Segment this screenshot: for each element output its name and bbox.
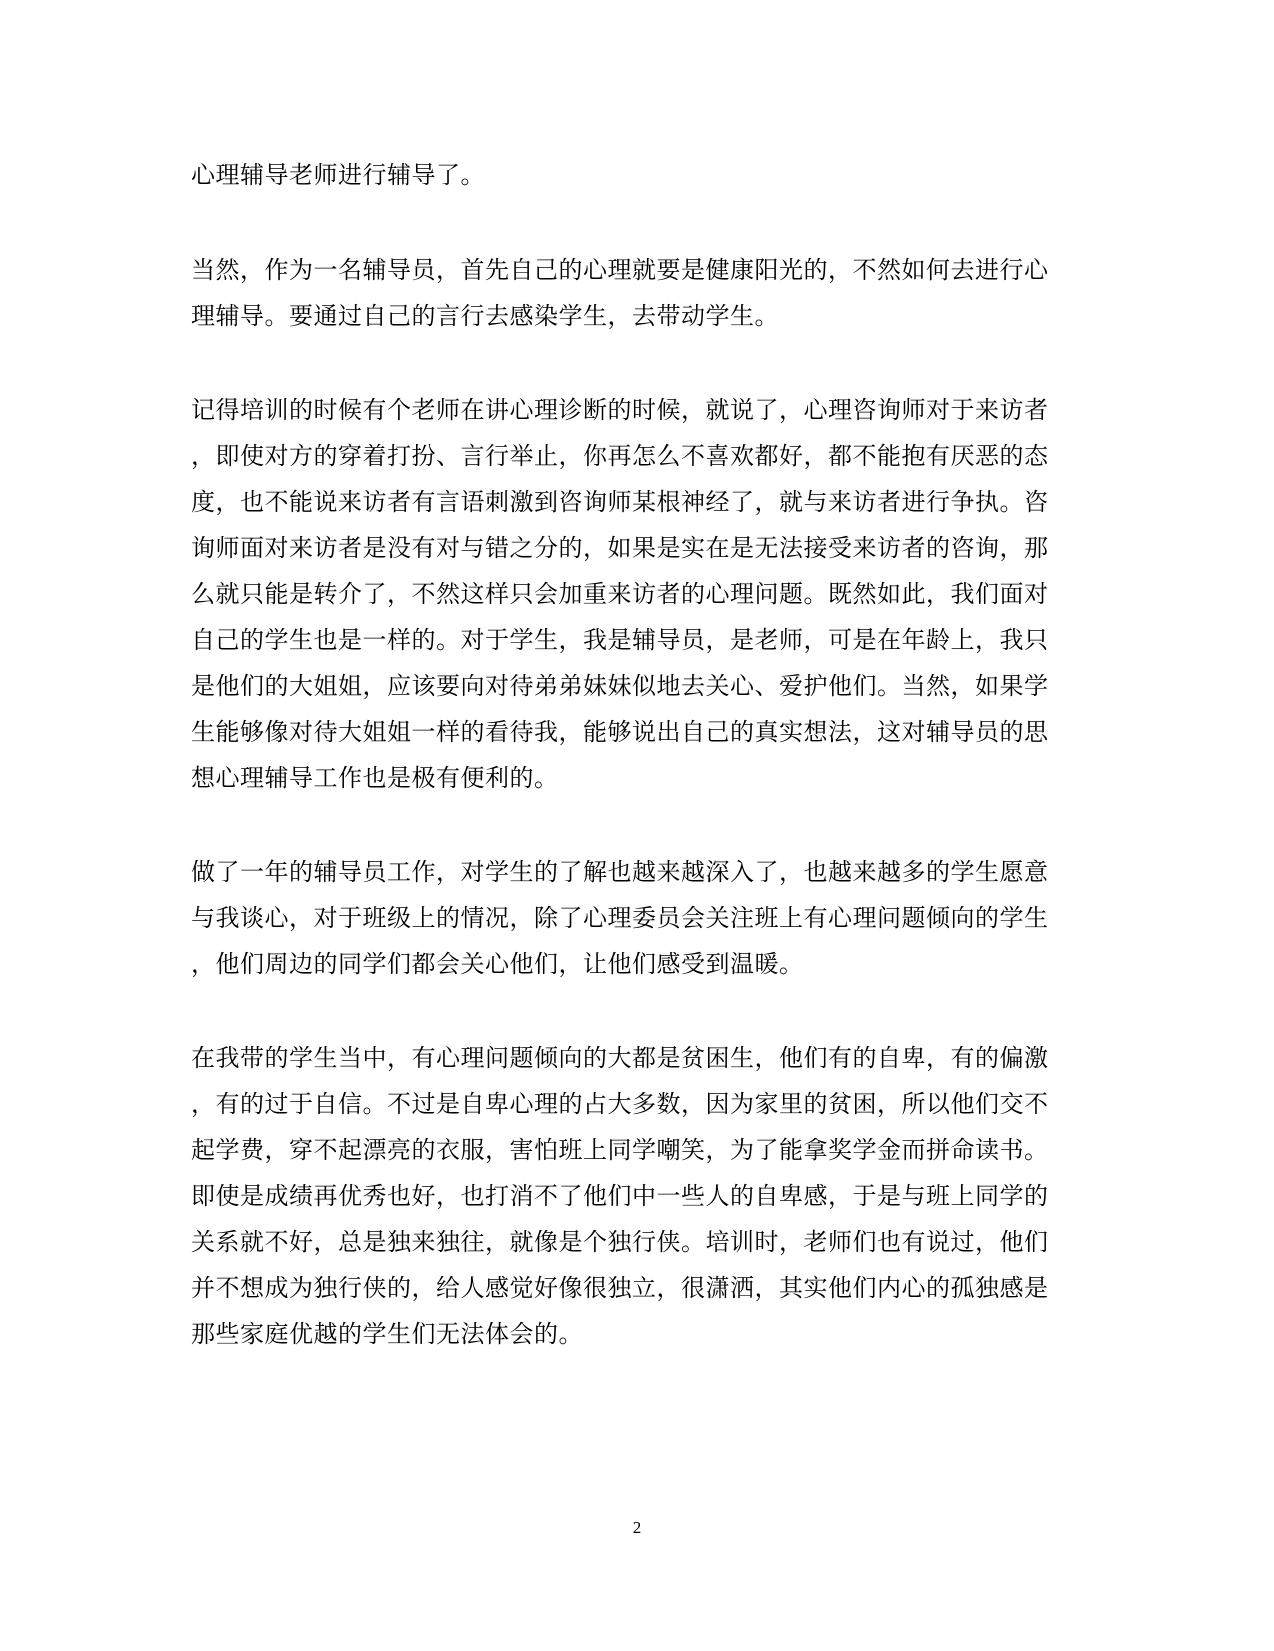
paragraph-5-line-7: 那些家庭优越的学生们无法体会的。	[191, 1320, 583, 1348]
paragraph-3-line-9: 想心理辅导工作也是极有便利的。	[191, 764, 559, 792]
paragraph-5-line-3: 起学费，穿不起漂亮的衣服，害怕班上同学嘲笑，为了能拿奖学金而拼命读书。	[191, 1136, 1049, 1164]
paragraph-3-line-3: 度，也不能说来访者有言语刺激到咨询师某根神经了，就与来访者进行争执。咨	[191, 488, 1049, 516]
paragraph-5-line-5: 关系就不好，总是独来独往，就像是个独行侠。培训时，老师们也有说过，他们	[191, 1228, 1049, 1256]
paragraph-2-line-1: 当然，作为一名辅导员，首先自己的心理就要是健康阳光的，不然如何去进行心	[191, 256, 1049, 284]
paragraph-3-line-4: 询师面对来访者是没有对与错之分的，如果是实在是无法接受来访者的咨询，那	[191, 534, 1049, 562]
paragraph-5-line-6: 并不想成为独行侠的，给人感觉好像很独立，很潇洒，其实他们内心的孤独感是	[191, 1274, 1049, 1302]
paragraph-5-line-4: 即使是成绩再优秀也好，也打消不了他们中一些人的自卑感，于是与班上同学的	[191, 1182, 1049, 1210]
paragraph-4-line-2: 与我谈心，对于班级上的情况，除了心理委员会关注班上有心理问题倾向的学生	[191, 904, 1049, 932]
paragraph-3-line-2: ，即使对方的穿着打扮、言行举止，你再怎么不喜欢都好，都不能抱有厌恶的态	[191, 442, 1049, 470]
paragraph-4-line-1: 做了一年的辅导员工作，对学生的了解也越来越深入了，也越来越多的学生愿意	[191, 858, 1049, 886]
paragraph-3-line-6: 自己的学生也是一样的。对于学生，我是辅导员，是老师，可是在年龄上，我只	[191, 626, 1049, 654]
paragraph-5-line-1: 在我带的学生当中，有心理问题倾向的大都是贫困生，他们有的自卑，有的偏激	[191, 1044, 1049, 1072]
paragraph-5-line-2: ，有的过于自信。不过是自卑心理的占大多数，因为家里的贫困，所以他们交不	[191, 1090, 1049, 1118]
paragraph-3-line-1: 记得培训的时候有个老师在讲心理诊断的时候，就说了，心理咨询师对于来访者	[191, 396, 1049, 424]
paragraph-3-line-8: 生能够像对待大姐姐一样的看待我，能够说出自己的真实想法，这对辅导员的思	[191, 718, 1049, 746]
page-number: 2	[632, 1518, 642, 1537]
paragraph-4-line-3: ，他们周边的同学们都会关心他们，让他们感受到温暖。	[191, 950, 804, 978]
paragraph-1-line-1: 心理辅导老师进行辅导了。	[191, 161, 485, 189]
paragraph-3-line-5: 么就只能是转介了，不然这样只会加重来访者的心理问题。既然如此，我们面对	[191, 580, 1049, 608]
paragraph-3-line-7: 是他们的大姐姐，应该要向对待弟弟妹妹似地去关心、爱护他们。当然，如果学	[191, 672, 1049, 700]
paragraph-2-line-2: 理辅导。要通过自己的言行去感染学生，去带动学生。	[191, 302, 779, 330]
